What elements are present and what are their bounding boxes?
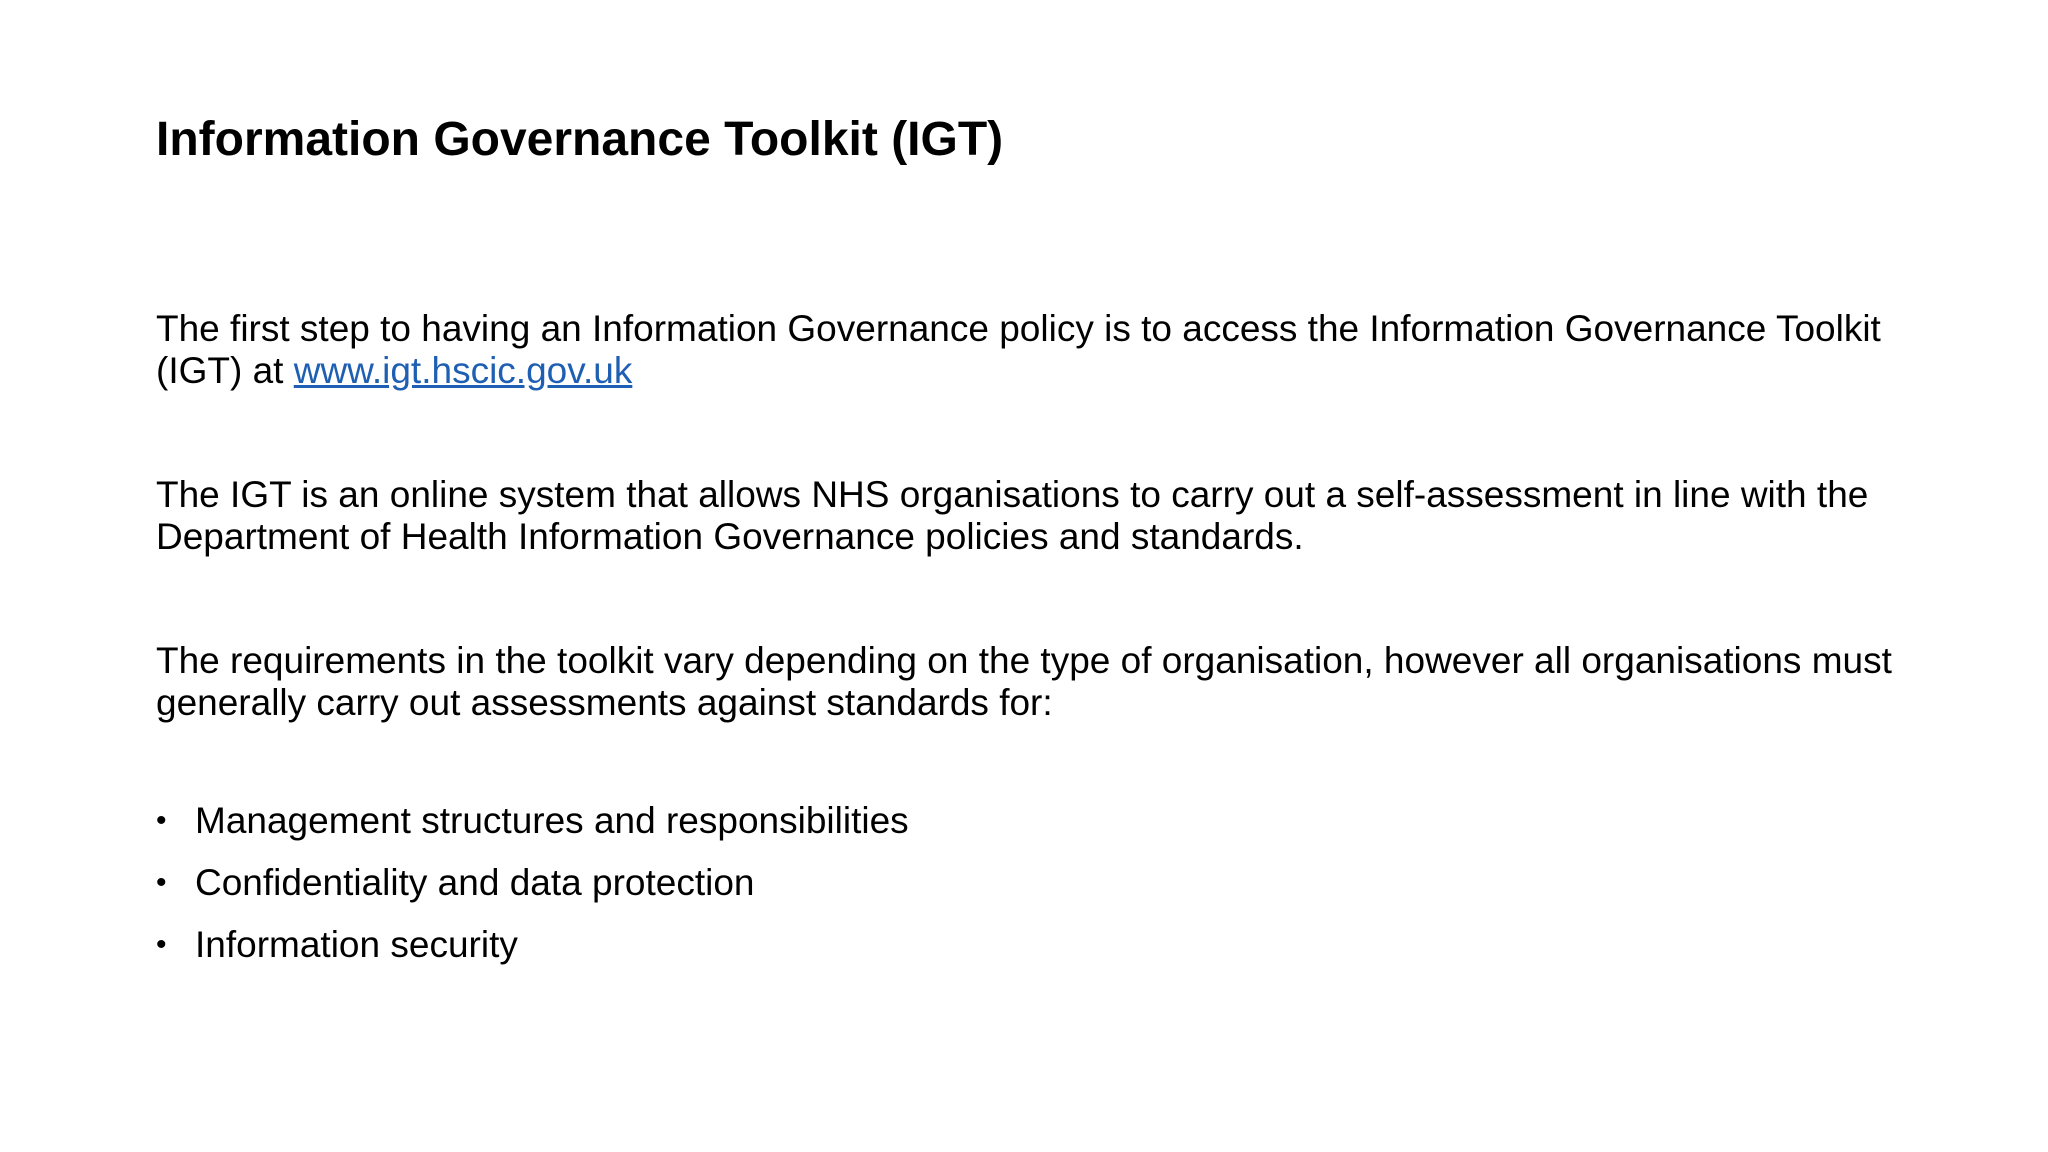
list-item xyxy=(156,924,1916,966)
list-item xyxy=(156,800,1916,842)
list-item-label: Management structures and responsibilities xyxy=(195,800,909,841)
list-item xyxy=(156,862,1916,904)
paragraph-igt-description: The IGT is an online system that allows NHS organisations to carry out a self-assessment in line with the Department of Health Information Governance policies and standards. xyxy=(156,474,1869,557)
list-item-label: Confidentiality and data protection xyxy=(195,862,755,903)
slide-title: Information Governance Toolkit (IGT) xyxy=(156,113,1004,166)
paragraph-requirements: The requirements in the toolkit vary depending on the type of organisation, however all organisations must generally carry out assessments against standards for: xyxy=(156,640,1892,723)
bullet-icon: • xyxy=(156,804,167,837)
standards-list xyxy=(156,800,1916,966)
paragraph-intro-text: The first step to having an Information Governance policy is to access the Information Governance Toolkit (IGT) at xyxy=(156,308,1881,391)
paragraph-intro xyxy=(156,308,1916,392)
slide-body xyxy=(156,308,1916,986)
igt-website-link[interactable]: www.igt.hscic.gov.uk xyxy=(293,350,633,391)
bullet-icon: • xyxy=(156,928,167,961)
list-item-label: Information security xyxy=(195,924,518,965)
bullet-icon: • xyxy=(156,866,167,899)
